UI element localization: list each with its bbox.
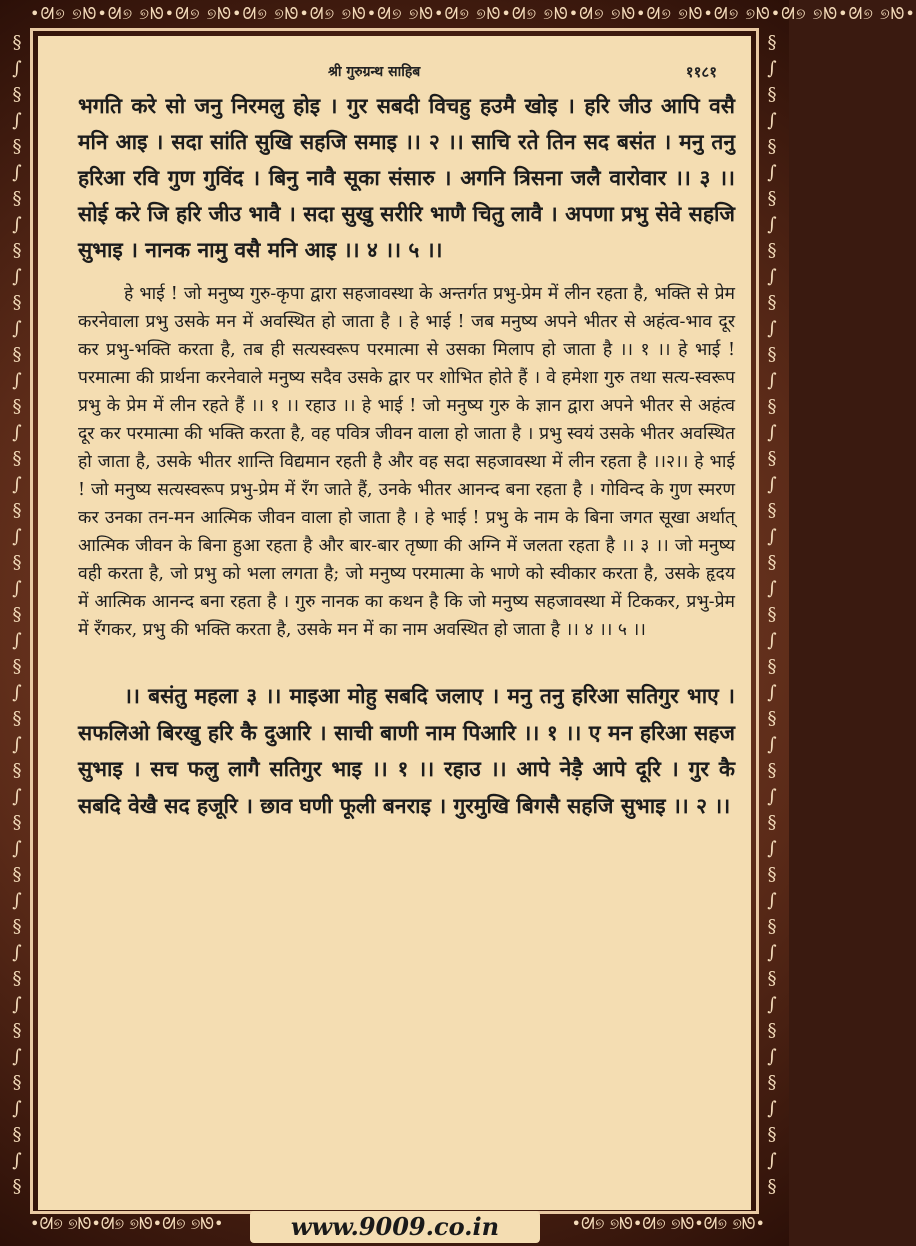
border-ornament-bottom-left: •ᘛ୭ ୭ᘚ•ᘛ୭ ୭ᘚ•ᘛ୭ ୭ᘚ•	[30, 1214, 224, 1233]
verse-block-2	[78, 678, 735, 824]
border-ornament-right: § ∫ § ∫ § ∫ § ∫ § ∫ § ∫ § ∫ § ∫ § ∫ § ∫ § ∫ § ∫ § ∫ § ∫ § ∫ § ∫ § ∫ § ∫ § ∫ § ∫ § ∫ § ∫ §	[767, 32, 777, 1197]
website-url[interactable]: www.9009.co.in	[250, 1211, 540, 1243]
border-ornament-bottom-right: •ᘛ୭ ୭ᘚ•ᘛ୭ ୭ᘚ•ᘛ୭ ୭ᘚ•	[571, 1214, 765, 1233]
border-ornament-top: •ᘛ୭ ୭ᘚ•ᘛ୭ ୭ᘚ•ᘛ୭ ୭ᘚ•ᘛ୭ ୭ᘚ•ᘛ୭ ୭ᘚ•ᘛ୭ ୭ᘚ•ᘛ୭ ୭ᘚ•ᘛ୭ ୭ᘚ•ᘛ୭ ୭ᘚ•ᘛ୭ ୭ᘚ•ᘛ୭ ୭ᘚ•ᘛ୭ ୭ᘚ•ᘛ୭ ୭ᘚ•	[30, 4, 916, 23]
border-ornament-left: § ∫ § ∫ § ∫ § ∫ § ∫ § ∫ § ∫ § ∫ § ∫ § ∫ § ∫ § ∫ § ∫ § ∫ § ∫ § ∫ § ∫ § ∫ § ∫ § ∫ § ∫ § ∫ §	[12, 32, 22, 1197]
explanation-text: हे भाई ! जो मनुष्य गुरु-कृपा द्वारा सहजावस्था के अन्तर्गत प्रभु-प्रेम में लीन रहता है, भक्ति से प्रेम करनेवाला प्रभु उसके मन में अवस्थित हो जाता है । हे भाई ! जब मनुष्य अपने भीतर से अहंत्व-भाव दूर कर प्रभु-भक्ति करता है, तब ही सत्यस्वरूप परमात्मा से उसका मिलाप हो जाता है ।। १ ।। हे भाई ! परमात्मा की प्रार्थना करनेवाले मनुष्य सदैव उसके द्वार पर शोभित होते हैं । वे हमेशा गुरु तथा सत्य-स्वरूप प्रभु के प्रेम में लीन रहते हैं ।। १ ।। रहाउ ।। हे भाई ! जो मनुष्य गुरु के ज्ञान द्वारा अपने भीतर से अहंत्व दूर कर परमात्मा की भक्ति करता है, वह पवित्र जीवन वाला हो जाता है । प्रभु स्वयं उसके भीतर अवस्थित हो जाता है, उसके भीतर शान्ति विद्यमान रहती है और वह सदा सहजावस्था में लीन रहता है ।।२।। हे भाई ! जो मनुष्य सत्यस्वरूप प्रभु-प्रेम में रँग जाते हैं, उनके भीतर आनन्द बना रहता है । गोविन्द के गुण स्मरण कर उनका तन-मन आत्मिक जीवन वाला हो जाता है । हे भाई ! प्रभु के नाम के बिना जगत सूखा अर्थात् आत्मिक जीवन के बिना हुआ रहता है और बार-बार तृष्णा की अग्नि में जलता रहता है ।। ३ ।। जो मनुष्य वही करता है, जो प्रभु को भला लगता है; जो मनुष्य परमात्मा के भाणे को स्वीकार करता है, उसके हृदय में आत्मिक आनन्द बना रहता है । गुरु नानक का कथन है कि जो मनुष्य सहजावस्था में टिककर, प्रभु-प्रेम में रँगकर, प्रभु की भक्ति करता है, उसके मन में का नाम अवस्थित हो जाता है ।। ४ ।। ५ ।।	[78, 284, 735, 640]
verse-block-1: भगति करे सो जनु निरमलु होइ । गुर सबदी विचहु हउमै खोइ । हरि जीउ आपि वसै मनि आइ । सदा सांति सुखि सहजि समाइ ।। २ ।। साचि रते तिन सद बसंत । मनु तनु हरिआ रवि गुण गुविंद । बिनु नावै सूका संसारु । अगनि त्रिसना जलै वारोवार ।। ३ ।। सोई करे जि हरि जीउ भावै । सदा सुखु सरीरि भाणै चितु लावै । अपणा प्रभु सेवे सहजि सुभाइ । नानक नामु वसै मनि आइ ।। ४ ।। ५ ।।	[78, 93, 735, 262]
page-number: ११८१	[685, 63, 717, 81]
scripture-page	[38, 36, 751, 1210]
page-header	[78, 48, 735, 84]
explanation-block	[78, 280, 735, 644]
page-title: श्री गुरुग्रन्थ साहिब	[328, 64, 421, 80]
verse-block-2-text: ।। बसंतु महला ३ ।। माइआ मोहु सबदि जलाए । मनु तनु हरिआ सतिगुर भाए । सफलिओ बिरखु हरि कै दुआरि । साची बाणी नाम पिआरि ।। १ ।। ए मन हरिआ सहज सुभाइ । सच फलु लागै सतिगुर भाइ ।। १ ।। रहाउ ।। आपे नेड़ै आपे दूरि । गुर कै सबदि वेखै सद हजूरि । छाव घणी फूली बनराइ । गुरमुखि बिगसै सहजि सुभाइ ।। २ ।।	[78, 683, 735, 818]
